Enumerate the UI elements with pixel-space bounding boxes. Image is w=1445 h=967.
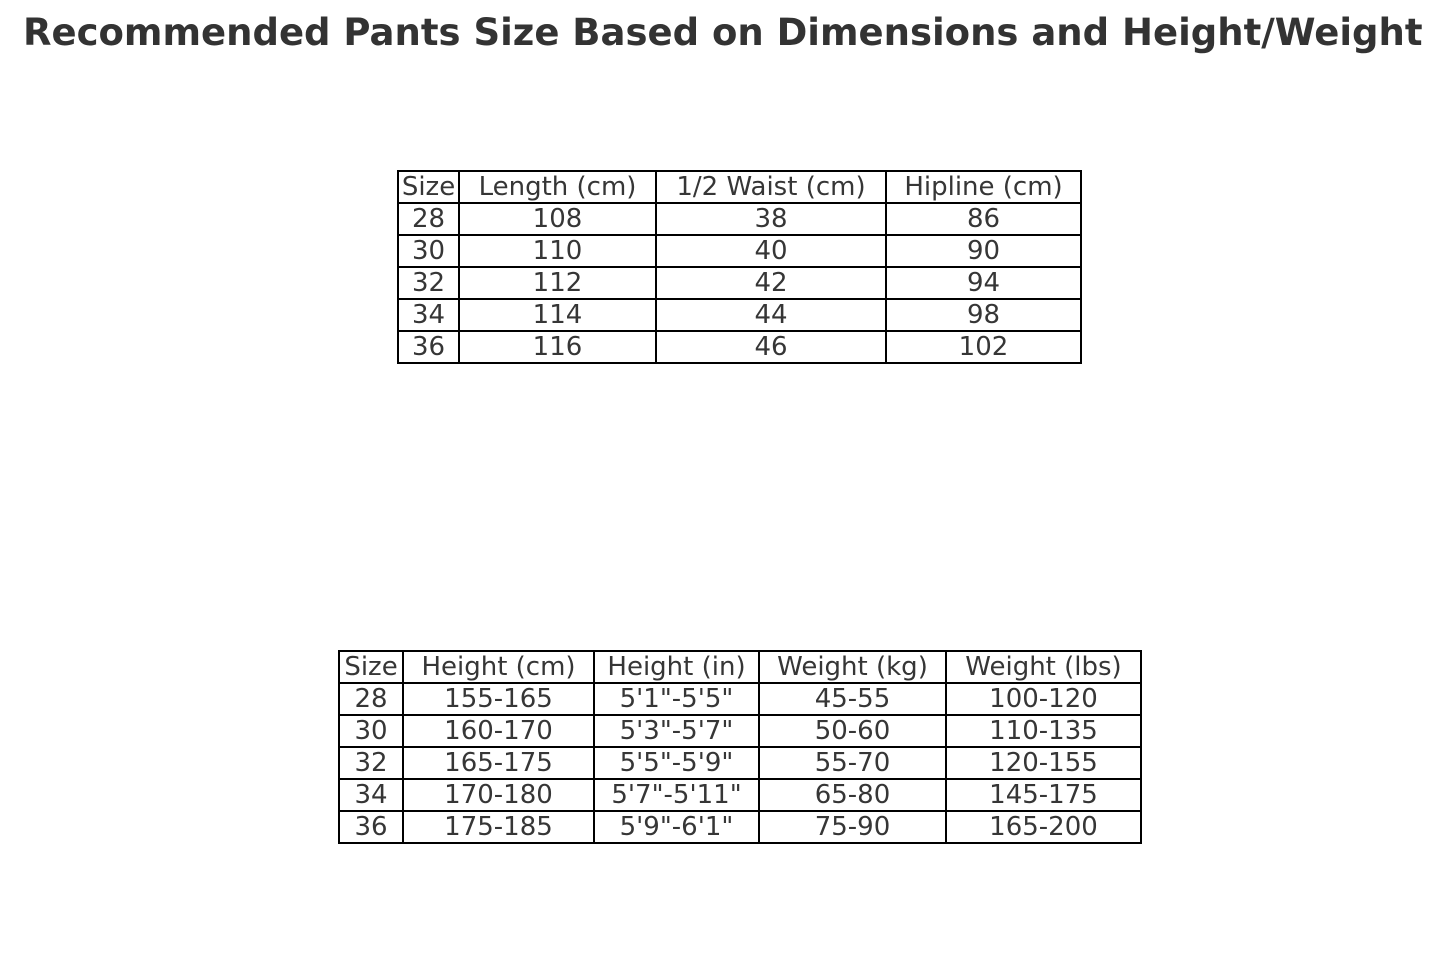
table-cell: 46 — [656, 331, 886, 363]
table-cell: 5'7"-5'11" — [594, 779, 759, 811]
table-cell: 28 — [398, 203, 459, 235]
dimensions-header-row — [398, 171, 1081, 203]
table-cell: 114 — [459, 299, 656, 331]
table-cell: 100-120 — [946, 683, 1141, 715]
table-cell: 120-155 — [946, 747, 1141, 779]
dimensions-table — [397, 170, 1082, 364]
header-cell-length: Length (cm) — [459, 171, 656, 203]
table-cell: 5'3"-5'7" — [594, 715, 759, 747]
table-cell: 75-90 — [759, 811, 946, 843]
table-row — [339, 683, 1141, 715]
height-weight-table — [338, 650, 1142, 844]
table-row — [398, 299, 1081, 331]
header-cell-half-waist: 1/2 Waist (cm) — [656, 171, 886, 203]
table-cell: 165-175 — [403, 747, 594, 779]
table-cell: 116 — [459, 331, 656, 363]
header-cell-hipline: Hipline (cm) — [886, 171, 1081, 203]
table-cell: 36 — [339, 811, 403, 843]
table-cell: 5'5"-5'9" — [594, 747, 759, 779]
header-cell-height-cm: Height (cm) — [403, 651, 594, 683]
header-cell-weight-lbs: Weight (lbs) — [946, 651, 1141, 683]
table-cell: 112 — [459, 267, 656, 299]
table-cell: 5'1"-5'5" — [594, 683, 759, 715]
table-cell: 36 — [398, 331, 459, 363]
table-cell: 32 — [398, 267, 459, 299]
table-cell: 44 — [656, 299, 886, 331]
table-cell: 40 — [656, 235, 886, 267]
table-cell: 32 — [339, 747, 403, 779]
table-cell: 38 — [656, 203, 886, 235]
header-cell-size: Size — [339, 651, 403, 683]
table-cell: 108 — [459, 203, 656, 235]
table-cell: 30 — [339, 715, 403, 747]
table-cell: 50-60 — [759, 715, 946, 747]
table-row — [339, 715, 1141, 747]
table-cell: 45-55 — [759, 683, 946, 715]
table-cell: 110 — [459, 235, 656, 267]
table-cell: 65-80 — [759, 779, 946, 811]
page-title: Recommended Pants Size Based on Dimensions and Height/Weight — [23, 11, 1423, 54]
table-cell: 90 — [886, 235, 1081, 267]
header-cell-size: Size — [398, 171, 459, 203]
table-cell: 102 — [886, 331, 1081, 363]
table-row — [398, 331, 1081, 363]
table-cell: 30 — [398, 235, 459, 267]
table-cell: 42 — [656, 267, 886, 299]
table-cell: 145-175 — [946, 779, 1141, 811]
table-row — [339, 779, 1141, 811]
table-cell: 94 — [886, 267, 1081, 299]
table-cell: 34 — [398, 299, 459, 331]
table-cell: 98 — [886, 299, 1081, 331]
header-cell-weight-kg: Weight (kg) — [759, 651, 946, 683]
table-cell: 5'9"-6'1" — [594, 811, 759, 843]
table-cell: 28 — [339, 683, 403, 715]
table-cell: 55-70 — [759, 747, 946, 779]
header-cell-height-in: Height (in) — [594, 651, 759, 683]
table-cell: 110-135 — [946, 715, 1141, 747]
table-cell: 86 — [886, 203, 1081, 235]
table-cell: 170-180 — [403, 779, 594, 811]
table-row — [398, 267, 1081, 299]
table-cell: 155-165 — [403, 683, 594, 715]
table-cell: 165-200 — [946, 811, 1141, 843]
table-cell: 175-185 — [403, 811, 594, 843]
table-row — [339, 811, 1141, 843]
table-cell: 34 — [339, 779, 403, 811]
table-cell: 160-170 — [403, 715, 594, 747]
table-row — [339, 747, 1141, 779]
table-row — [398, 235, 1081, 267]
height-weight-header-row — [339, 651, 1141, 683]
table-row — [398, 203, 1081, 235]
